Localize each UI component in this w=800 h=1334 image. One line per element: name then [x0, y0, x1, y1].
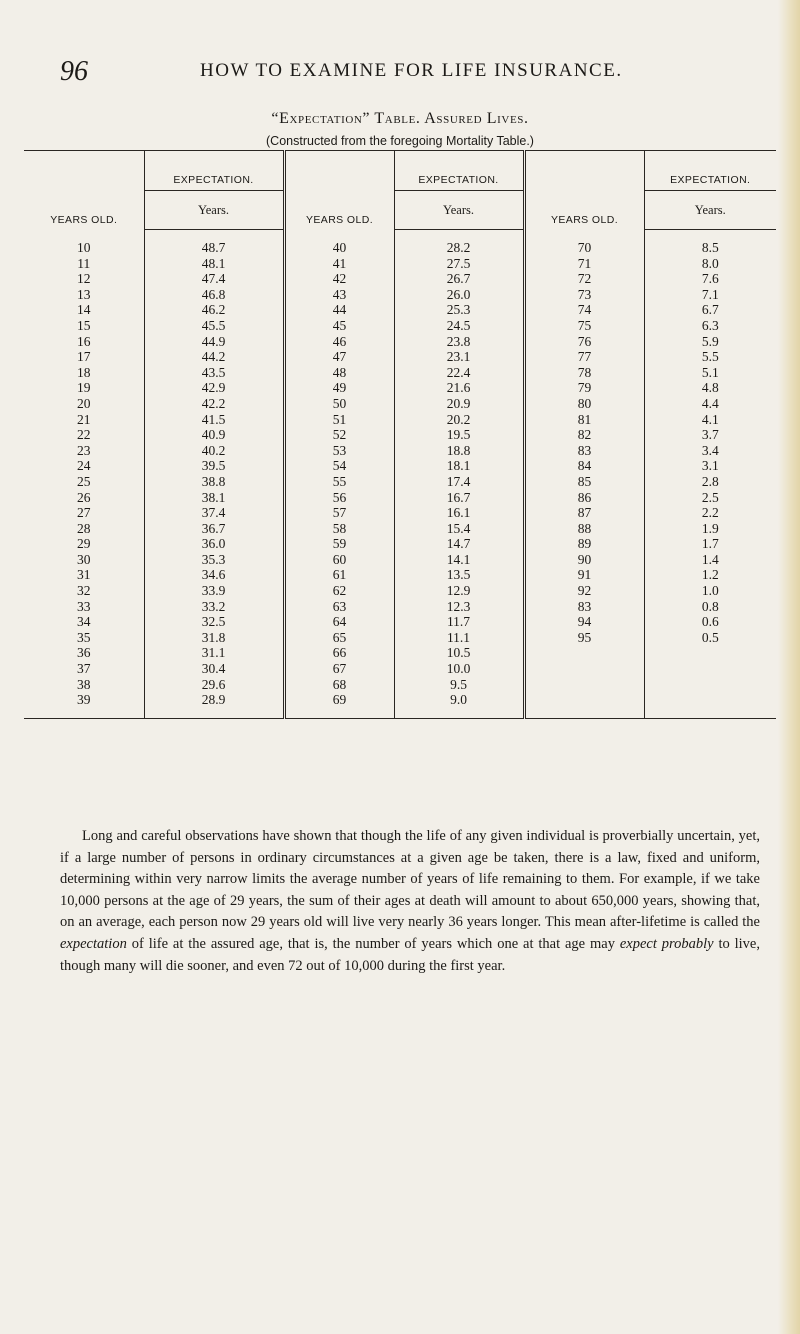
expectation-cell: 1.7: [701, 536, 719, 552]
expectation-cell: 29.6: [144, 677, 284, 693]
expectation-cell: 18.8: [394, 443, 524, 459]
expectation-cell: 18.1: [394, 458, 524, 474]
age-cell: 29: [24, 536, 144, 552]
age-cell: 11: [24, 256, 144, 272]
age-cell: 79: [524, 380, 644, 396]
expectation-cell: 42.9: [144, 380, 284, 396]
age-cell: 53: [284, 443, 394, 459]
table-row: [24, 412, 776, 428]
years-subheader-1: Years.: [144, 191, 284, 230]
age-cell: 78: [524, 365, 644, 381]
age-cell: 94: [524, 614, 644, 630]
table-row: [24, 443, 776, 459]
table-row: [24, 614, 776, 630]
age-cell: 13: [24, 287, 144, 303]
running-head: [60, 56, 760, 86]
expectation-cell: 0.5: [701, 629, 719, 645]
expectation-cell: 5.9: [701, 333, 719, 349]
expectation-cell: 16.1: [394, 505, 524, 521]
expectation-cell: 40.9: [144, 427, 284, 443]
expectation-cell: 33.2: [144, 599, 284, 615]
expectation-cell: 25.3: [394, 302, 524, 318]
expectation-cell: 3.7: [701, 427, 719, 443]
age-cell: 69: [284, 692, 394, 718]
age-cell: 50: [284, 396, 394, 412]
age-cell: 59: [284, 536, 394, 552]
expectation-cell: 19.5: [394, 427, 524, 443]
table-row: [24, 230, 776, 256]
expectation-cell: 7.6: [701, 271, 719, 287]
table-row: [24, 474, 776, 490]
expectation-cell: 47.4: [144, 271, 284, 287]
paragraph-text-1: Long and careful observations have shown that though the life of any given individual is proverbially uncertain, yet, if a large number of persons in ordinary circumstances at a given age be taken, there is a law, fixed and uniform, determining within very narrow limits the average number of years of life remaining to them. For example, if we take 10,000 persons at the age of 29 years, the sum of their ages at death will amount to about 650,000 years, showing that, on an average, each person now 29 years old will live very nearly 36 years longer. This mean after-lifetime is called the: [60, 828, 760, 931]
paragraph-text-3: to live, though many will die sooner, and even 72 out of 10,000 during the first year.: [60, 935, 760, 974]
age-cell: 86: [524, 490, 644, 506]
age-cell: 37: [24, 661, 144, 677]
table-row: [24, 334, 776, 350]
age-cell: 48: [284, 365, 394, 381]
age-cell: 83: [524, 443, 644, 459]
age-cell: 60: [284, 552, 394, 568]
table-row: [24, 645, 776, 661]
age-cell: 82: [524, 427, 644, 443]
expectation-cell: 12.3: [394, 599, 524, 615]
table-row: [24, 661, 776, 677]
expectation-cell: 23.8: [394, 334, 524, 350]
age-cell: 58: [284, 521, 394, 537]
age-cell: 77: [524, 349, 644, 365]
table-row: [24, 630, 776, 646]
table-body: [24, 230, 776, 719]
expectation-cell: 23.1: [394, 349, 524, 365]
age-cell: 30: [24, 552, 144, 568]
expectation-cell: 14.7: [394, 536, 524, 552]
age-header-2: YEARS OLD.: [284, 151, 394, 230]
age-cell: 91: [524, 567, 644, 583]
age-cell: 21: [24, 412, 144, 428]
age-cell: 62: [284, 583, 394, 599]
age-cell: 12: [24, 271, 144, 287]
age-cell: 17: [24, 349, 144, 365]
expectation-cell: 6.3: [701, 317, 719, 333]
table-row: [24, 505, 776, 521]
age-cell: 51: [284, 412, 394, 428]
age-cell: 35: [24, 630, 144, 646]
expectation-cell: 2.2: [701, 505, 719, 521]
expectation-cell: 46.8: [144, 287, 284, 303]
age-cell: 28: [24, 521, 144, 537]
expectation-cell: 42.2: [144, 396, 284, 412]
age-cell: 38: [24, 677, 144, 693]
expectation-cell: 10.0: [394, 661, 524, 677]
expectation-cell: 20.9: [394, 396, 524, 412]
table-row: [24, 692, 776, 718]
age-cell: 33: [24, 599, 144, 615]
age-cell: 19: [24, 380, 144, 396]
expectation-cell: 17.4: [394, 474, 524, 490]
expectation-header-3: EXPECTATION.: [670, 174, 751, 186]
age-cell: 72: [524, 271, 644, 287]
expectation-cell: 4.8: [701, 380, 719, 396]
paragraph-text-2: of life at the assured age, that is, the number of years which one at that age may: [126, 935, 620, 952]
expectation-cell: 40.2: [144, 443, 284, 459]
age-cell: 49: [284, 380, 394, 396]
age-cell: 40: [284, 230, 394, 256]
expectation-cell: 3.1: [701, 458, 719, 474]
expectation-cell: 9.5: [394, 677, 524, 693]
table-row: [24, 567, 776, 583]
age-cell: 56: [284, 490, 394, 506]
table-row: [24, 599, 776, 615]
expectation-cell: 31.8: [144, 630, 284, 646]
age-cell: 31: [24, 567, 144, 583]
expectation-cell: 27.5: [394, 256, 524, 272]
paragraph-emphasis-expect-probably: expect probably: [619, 935, 714, 952]
age-cell: [524, 661, 644, 677]
expectation-cell: 30.4: [144, 661, 284, 677]
expectation-cell: 15.4: [394, 521, 524, 537]
page-number: 96: [60, 56, 88, 87]
table-row: [24, 396, 776, 412]
age-cell: 27: [24, 505, 144, 521]
table-row: [24, 536, 776, 552]
table-row: [24, 365, 776, 381]
expectation-cell: 5.1: [701, 364, 719, 380]
age-cell: 85: [524, 474, 644, 490]
expectation-cell: 4.4: [701, 395, 719, 411]
table-row: [24, 458, 776, 474]
expectation-cell: 37.4: [144, 505, 284, 521]
expectation-cell: 16.7: [394, 490, 524, 506]
expectation-cell: 1.4: [701, 551, 719, 567]
age-cell: 87: [524, 505, 644, 521]
age-cell: 46: [284, 334, 394, 350]
expectation-cell: 10.5: [394, 645, 524, 661]
expectation-cell: 2.5: [701, 489, 719, 505]
expectation-cell: 8.5: [701, 240, 719, 255]
table-row: [24, 318, 776, 334]
expectation-cell: 9.0: [394, 692, 524, 718]
age-cell: 23: [24, 443, 144, 459]
age-cell: 64: [284, 614, 394, 630]
expectation-cell: [644, 677, 776, 693]
expectation-cell: 36.0: [144, 536, 284, 552]
age-cell: 57: [284, 505, 394, 521]
expectation-header-2: EXPECTATION.: [394, 151, 524, 191]
expectation-cell: 6.7: [701, 302, 719, 318]
table-row: [24, 677, 776, 693]
age-cell: 18: [24, 365, 144, 381]
expectation-cell: 21.6: [394, 380, 524, 396]
expectation-cell: 39.5: [144, 458, 284, 474]
expectation-cell: 1.2: [701, 567, 719, 583]
age-cell: 63: [284, 599, 394, 615]
expectation-cell: 31.1: [144, 645, 284, 661]
paragraph-emphasis-expectation: expectation: [60, 935, 127, 952]
age-cell: 74: [524, 302, 644, 318]
table-row: [24, 349, 776, 365]
expectation-cell: 32.5: [144, 614, 284, 630]
age-cell: 61: [284, 567, 394, 583]
expectation-cell: 36.7: [144, 521, 284, 537]
table-title: “Expectation” Table. Assured Lives.: [271, 110, 529, 127]
years-subheader-2: Years.: [394, 191, 524, 230]
age-cell: 45: [284, 318, 394, 334]
age-cell: 42: [284, 271, 394, 287]
age-cell: 73: [524, 287, 644, 303]
age-cell: 84: [524, 458, 644, 474]
expectation-cell: 28.9: [144, 692, 284, 718]
age-cell: 90: [524, 552, 644, 568]
age-cell: 92: [524, 583, 644, 599]
age-cell: 68: [284, 677, 394, 693]
age-cell: 36: [24, 645, 144, 661]
expectation-cell: 26.7: [394, 271, 524, 287]
age-cell: 44: [284, 302, 394, 318]
age-cell: 80: [524, 396, 644, 412]
table-row: [24, 490, 776, 506]
age-cell: [524, 645, 644, 661]
expectation-cell: 3.4: [701, 442, 719, 458]
table-row: [24, 256, 776, 272]
age-cell: 70: [524, 230, 644, 256]
expectation-cell: 1.9: [701, 520, 719, 536]
table-row: [24, 583, 776, 599]
age-cell: 15: [24, 318, 144, 334]
age-cell: 76: [524, 334, 644, 350]
expectation-cell: 45.5: [144, 318, 284, 334]
expectation-cell: [644, 692, 776, 718]
age-cell: 26: [24, 490, 144, 506]
age-cell: 71: [524, 256, 644, 272]
age-cell: 25: [24, 474, 144, 490]
table-row: [24, 380, 776, 396]
table-row: [24, 302, 776, 318]
expectation-cell: 4.1: [701, 411, 719, 427]
expectation-cell: 44.2: [144, 349, 284, 365]
age-cell: 47: [284, 349, 394, 365]
age-cell: 67: [284, 661, 394, 677]
expectation-cell: 48.1: [144, 256, 284, 272]
table-row: [24, 552, 776, 568]
age-cell: 22: [24, 427, 144, 443]
expectation-cell: 28.2: [394, 230, 524, 256]
age-cell: 95: [524, 630, 644, 646]
age-cell: 43: [284, 287, 394, 303]
age-cell: 16: [24, 334, 144, 350]
age-cell: 41: [284, 256, 394, 272]
table-row: [24, 271, 776, 287]
age-cell: [524, 677, 644, 693]
expectation-table-container: [24, 150, 776, 719]
expectation-cell: 38.8: [144, 474, 284, 490]
running-title: HOW TO EXAMINE FOR LIFE INSURANCE.: [200, 60, 623, 81]
age-cell: 34: [24, 614, 144, 630]
age-cell: 20: [24, 396, 144, 412]
body-paragraph: [60, 826, 760, 977]
expectation-cell: 44.9: [144, 334, 284, 350]
expectation-cell: [644, 661, 776, 677]
expectation-table: [24, 150, 776, 719]
expectation-cell: 24.5: [394, 318, 524, 334]
expectation-cell: 33.9: [144, 583, 284, 599]
expectation-cell: 8.0: [701, 255, 719, 271]
table-row: [24, 427, 776, 443]
expectation-cell: 13.5: [394, 567, 524, 583]
age-cell: 54: [284, 458, 394, 474]
age-cell: 89: [524, 536, 644, 552]
expectation-cell: 48.7: [144, 230, 284, 256]
expectation-cell: 2.8: [701, 473, 719, 489]
age-cell: 14: [24, 302, 144, 318]
expectation-cell: 14.1: [394, 552, 524, 568]
age-cell: 52: [284, 427, 394, 443]
table-row: [24, 521, 776, 537]
table-row: [24, 287, 776, 303]
age-cell: 32: [24, 583, 144, 599]
age-header-3: YEARS OLD.: [524, 151, 644, 230]
age-cell: 81: [524, 412, 644, 428]
age-cell: 75: [524, 318, 644, 334]
expectation-cell: [644, 645, 776, 661]
expectation-cell: 0.6: [701, 614, 719, 630]
years-subheader-3: Years.: [644, 191, 776, 230]
expectation-header-1: EXPECTATION.: [144, 151, 284, 191]
table-subtitle: (Constructed from the foregoing Mortality Table.): [266, 134, 534, 148]
age-cell: 65: [284, 630, 394, 646]
age-header-1: YEARS OLD.: [24, 151, 144, 230]
expectation-cell: 38.1: [144, 490, 284, 506]
expectation-cell: 20.2: [394, 412, 524, 428]
expectation-cell: 46.2: [144, 302, 284, 318]
expectation-cell: 1.0: [701, 583, 719, 599]
expectation-cell: 43.5: [144, 365, 284, 381]
expectation-cell: 22.4: [394, 365, 524, 381]
expectation-cell: 5.5: [701, 349, 719, 365]
expectation-cell: 11.1: [394, 630, 524, 646]
age-cell: 55: [284, 474, 394, 490]
expectation-cell: 34.6: [144, 567, 284, 583]
expectation-cell: 35.3: [144, 552, 284, 568]
age-cell: 83: [524, 599, 644, 615]
expectation-cell: 11.7: [394, 614, 524, 630]
expectation-cell: 0.8: [701, 598, 719, 614]
age-cell: 10: [24, 230, 144, 256]
expectation-cell: 26.0: [394, 287, 524, 303]
age-cell: 39: [24, 692, 144, 718]
expectation-cell: 12.9: [394, 583, 524, 599]
age-cell: [524, 692, 644, 718]
age-cell: 24: [24, 458, 144, 474]
age-cell: 88: [524, 521, 644, 537]
expectation-cell: 41.5: [144, 412, 284, 428]
page-edge: [778, 0, 800, 1334]
age-cell: 66: [284, 645, 394, 661]
expectation-cell: 7.1: [701, 286, 719, 302]
